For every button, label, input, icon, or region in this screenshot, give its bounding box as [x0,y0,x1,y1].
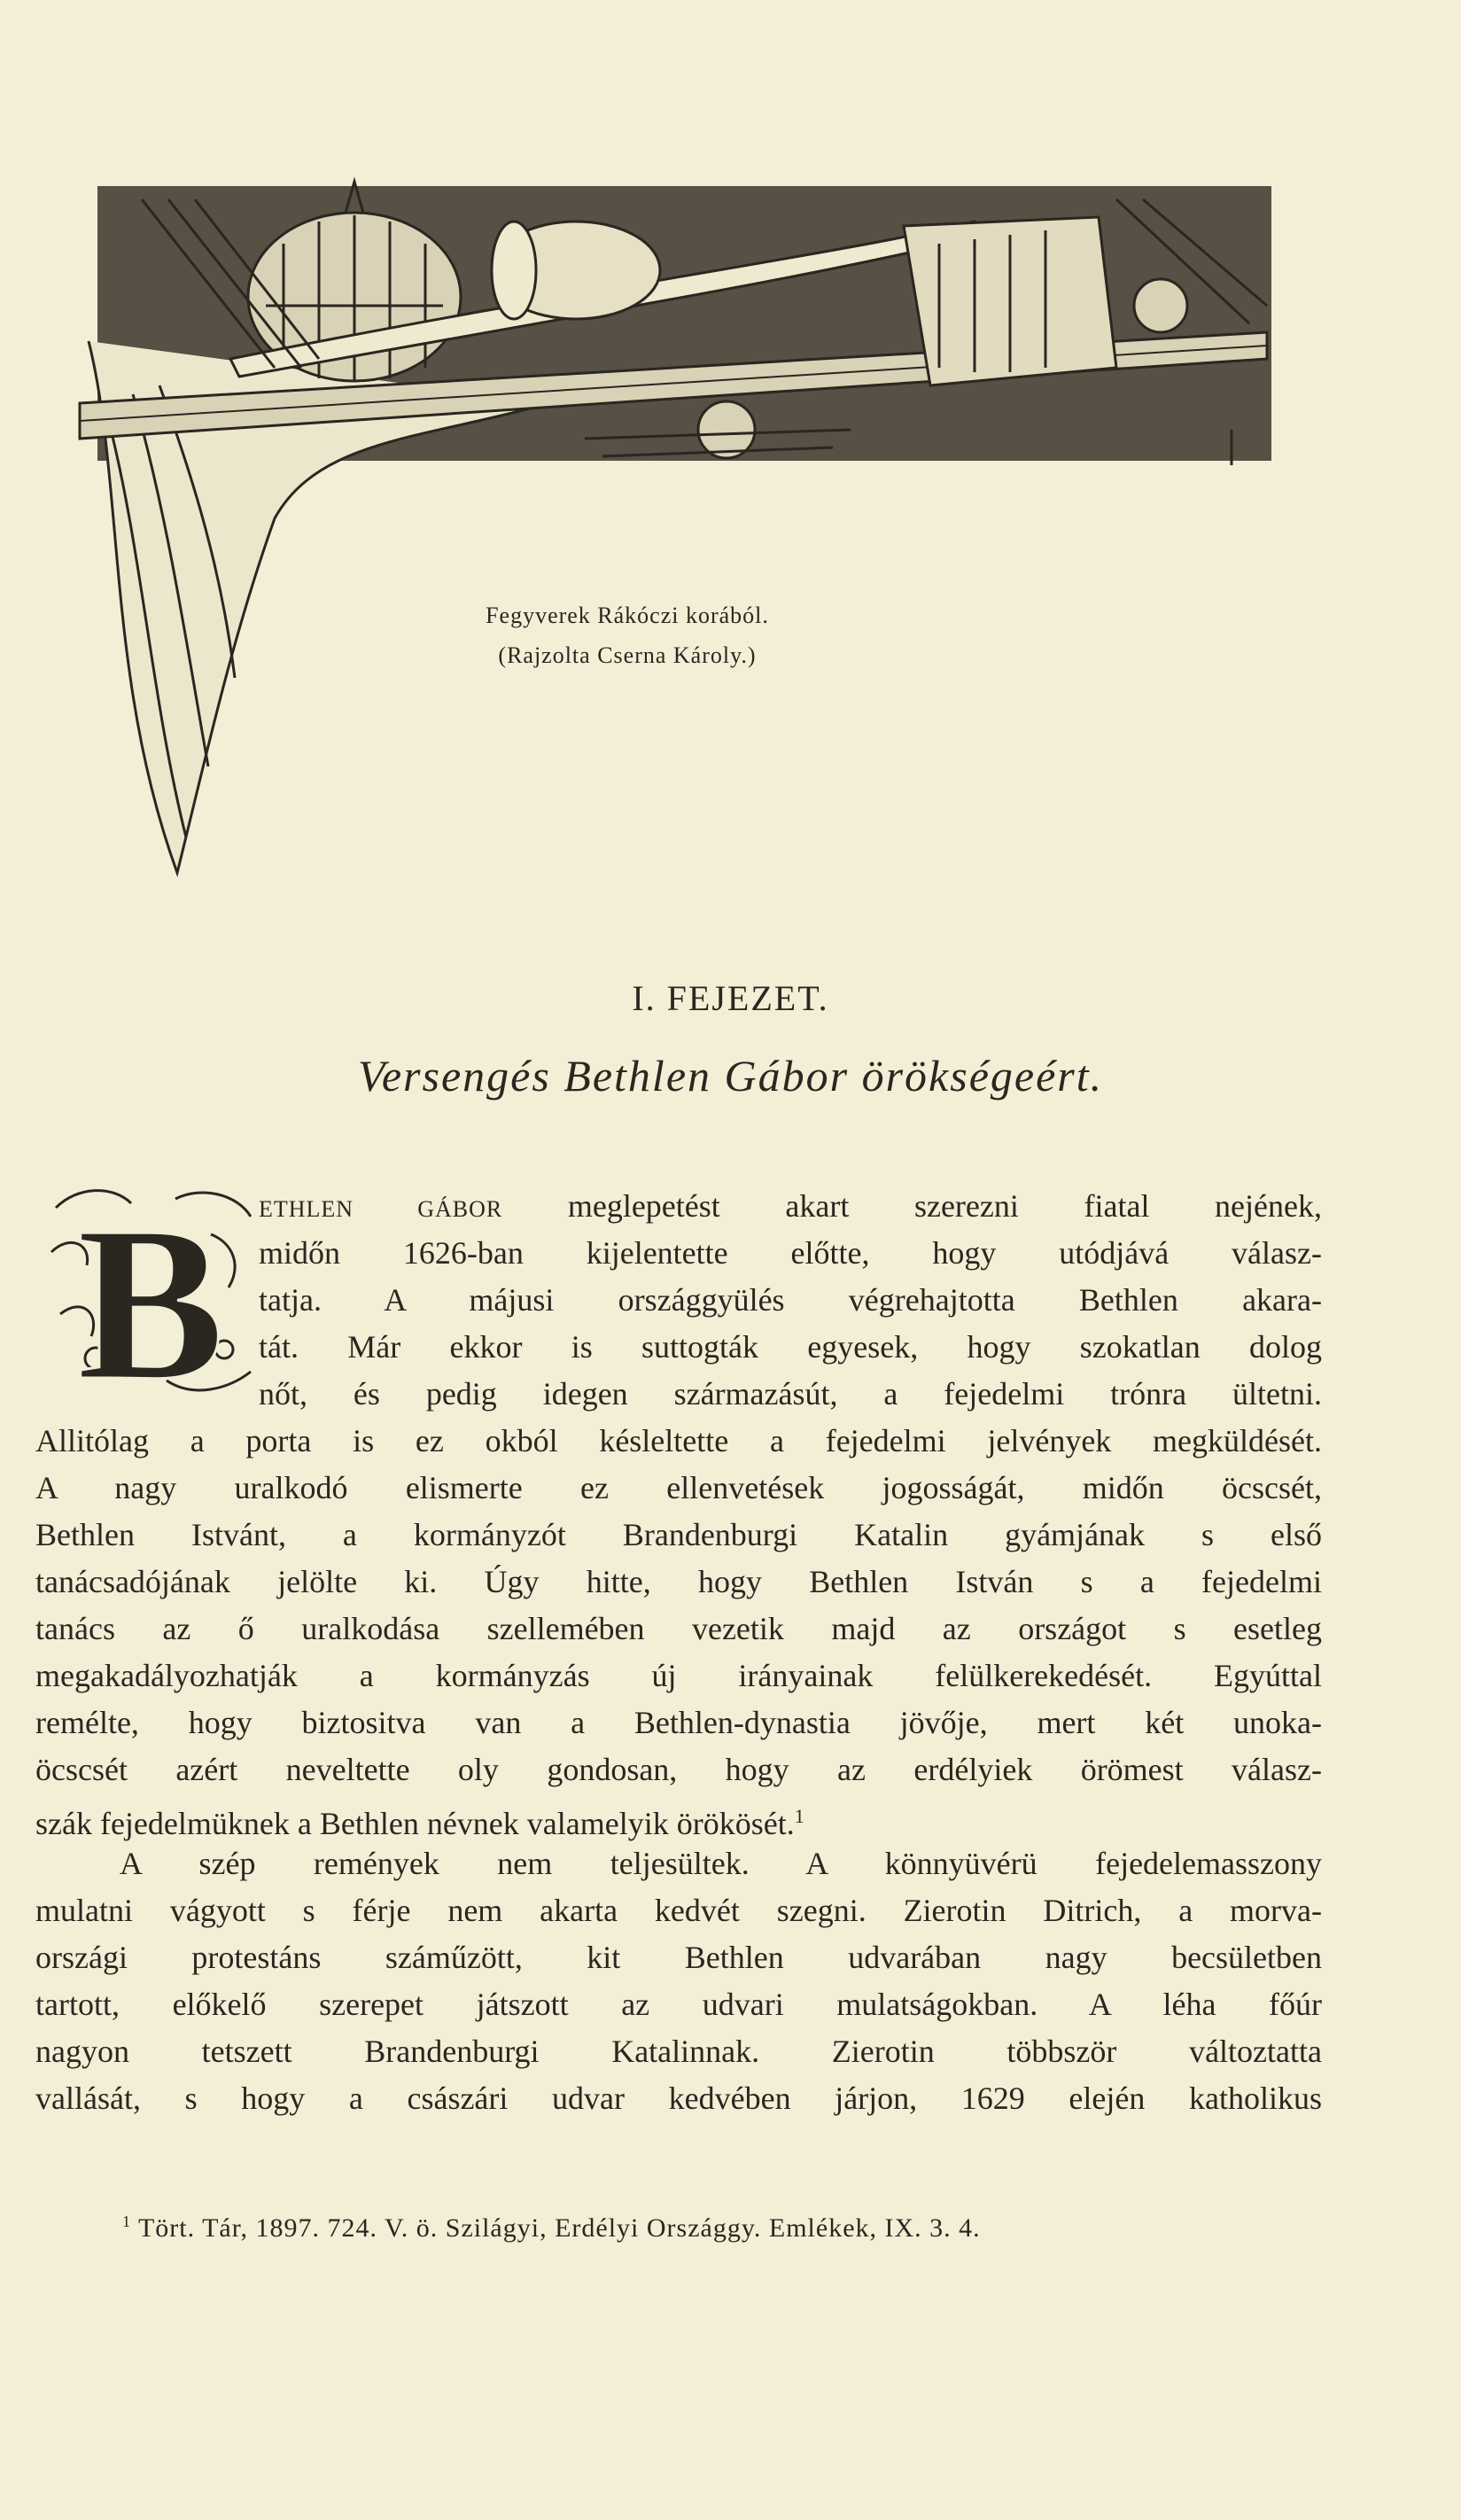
text-line-7: A nagy uralkodó elismerte ez ellenvetések jogosságát, midőn öcscsét, [35,1470,1322,1505]
dropcap-letter: B [76,1181,225,1403]
lead-small-caps: ETHLEN GÁBOR [259,1196,503,1222]
text-line-2: midőn 1626-ban kijelentette előtte, hogy utódjává válasz- [259,1235,1322,1271]
footnote-reference: 1 [794,1805,804,1827]
ornamental-dropcap [43,1181,260,1403]
text-line-20: vallását, s hogy a császári udvar kedvében járjon, 1629 elején katholikus [35,2081,1322,2116]
caption-title: Fegyverek Rákóczi korából. [486,603,769,628]
text-line-19: nagyon tetszett Brandenburgi Katalinnak. Zierotin többször változtatta [35,2034,1322,2069]
text-line-12: remélte, hogy biztositva van a Bethlen-dynastia jövője, mert két unoka- [35,1705,1322,1740]
text-line-5: nőt, és pedig idegen származásút, a fejedelmi trónra ültetni. [259,1376,1322,1412]
text-line-9: tanácsadójának jelölte ki. Úgy hitte, hogy Bethlen István s a fejedelmi [35,1564,1322,1599]
text-line-15: A szép remények nem teljesültek. A könnyüvérü fejedelemasszony [120,1846,1322,1881]
text-line-14 [35,1796,1322,1844]
text-line-3: tatja. A májusi országgyülés végrehajtotta Bethlen akara- [259,1282,1322,1318]
text-line-17: országi protestáns száműzött, kit Bethlen udvarában nagy becsületben [35,1940,1322,1975]
text-line-8: Bethlen Istvánt, a kormányzót Brandenburgi Katalin gyámjának s első [35,1517,1322,1552]
weapons-drawing [53,146,1285,970]
footnote [122,2213,981,2244]
illustration-caption [468,595,787,675]
weapons-illustration [53,146,1285,970]
chapter-title: Versengés Bethlen Gábor örökségeért. [357,1051,1104,1101]
text-line-6: Allitólag a porta is ez okból késleltette a fejedelmi jelvények megküldését. [35,1423,1322,1458]
text-line-4: tát. Már ekkor is suttogták egyesek, hogy szokatlan dolog [259,1329,1322,1365]
text-line-18: tartott, előkelő szerepet játszott az udvari mulatságokban. A léha főúr [35,1987,1322,2022]
text-line-14-text: szák fejedelmüknek a Bethlen névnek valamelyik örökösét. [35,1806,795,1841]
chapter-number: I. FEJEZET. [632,978,829,1018]
caption-credit: (Rajzolta Cserna Károly.) [498,642,757,668]
text-line-16: mulatni vágyott s férje nem akarta kedvét szegni. Zierotin Ditrich, a morva- [35,1893,1322,1928]
text-line-11: megakadályozhatják a kormányzás új irányainak felülkerekedését. Egyúttal [35,1658,1322,1693]
text-line-1 [259,1186,1322,1230]
text-line-10: tanács az ő uralkodása szellemében vezetik majd az országot s esetleg [35,1611,1322,1646]
text-line-1-rest: meglepetést akart szerezni fiatal nejének, [502,1188,1322,1224]
footnote-mark: 1 [122,2213,131,2230]
footnote-text: Tört. Tár, 1897. 724. V. ö. Szilágyi, Erdélyi Országgy. Emlékek, IX. 3. 4. [137,2213,981,2243]
text-line-13: öcscsét azért neveltette oly gondosan, hogy az erdélyiek örömest válasz- [35,1752,1322,1787]
